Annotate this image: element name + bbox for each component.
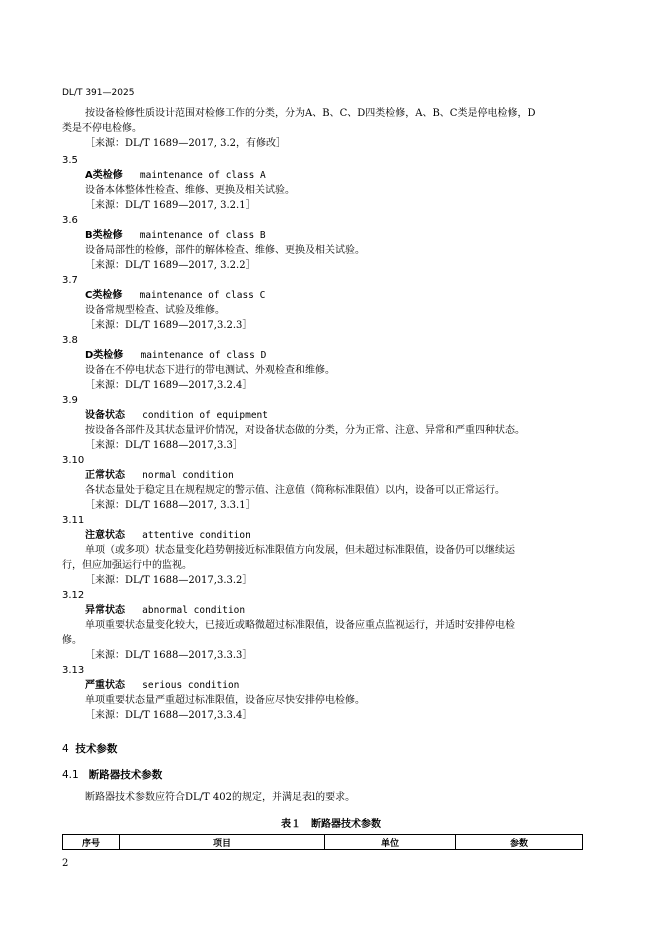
entry-number: 3.10 <box>62 455 85 466</box>
entry-term-zh: D类检修 <box>85 350 124 361</box>
entry-definition-line: 单项重要状态量变化较大，已接近或略微超过标准限值，设备应重点监视运行，并适时安排停电检 <box>85 620 515 631</box>
entry-term-en: maintenance of class D <box>140 350 267 361</box>
entry-term-zh: 正常状态 <box>85 470 125 481</box>
entry-term <box>85 678 239 693</box>
entry-term-zh: 异常状态 <box>85 605 125 616</box>
entry-term-en: maintenance of class B <box>139 230 266 241</box>
entry-term-zh: 注意状态 <box>85 530 125 541</box>
entry-term-en: condition of equipment <box>142 410 269 421</box>
breaker-parameters-table <box>62 834 583 850</box>
entry-number: 3.6 <box>62 215 78 226</box>
entry-source: ［来源：DL/T 1689—2017, 3.2.1］ <box>85 200 256 211</box>
entry-definition-line: 单项（或多项）状态量变化趋势朝接近标准限值方向发展，但未超过标准限值，设备仍可以继续运 <box>85 545 515 556</box>
entry-term <box>85 408 268 423</box>
entry-number: 3.8 <box>62 335 78 346</box>
entry-definition-line: 各状态量处于稳定且在规程规定的警示值、注意值（简称标准限值）以内，设备可以正常运行。 <box>85 485 505 496</box>
section-title: 技术参数 <box>75 743 118 755</box>
entry-source: ［来源：DL/T 1689—2017,3.2.3］ <box>85 320 253 331</box>
entry-term-en: attentive condition <box>142 530 251 541</box>
entry-source: ［来源：DL/T 1689—2017,3.2.4］ <box>85 380 253 391</box>
section-number: 4.1 <box>62 769 79 781</box>
entry-definition-line: 按设备各部件及其状态量评价情况，对设备状态做的分类，分为正常、注意、异常和严重四种状态。 <box>85 425 525 436</box>
entry-term-zh: B类检修 <box>85 230 123 241</box>
entry-definition-line: 单项重要状态量严重超过标准限值，设备应尽快安排停电检修。 <box>85 695 365 706</box>
entry-term-en: abnormal condition <box>142 605 246 616</box>
entry-source: ［来源：DL/T 1688—2017, 3.3.1］ <box>85 500 256 511</box>
entry-term-zh: 严重状态 <box>85 680 125 691</box>
entry-definition-line: 设备常规型检查、试验及维修。 <box>85 305 225 316</box>
table-caption: 表１ 断路器技术参数 <box>281 819 381 830</box>
intro-text-line-1: 按设备检修性质设计范围对检修工作的分类，分为A、B、C、D四类检修，A、B、C类是停电检修，D <box>85 108 536 119</box>
table-header-cell: 项目 <box>120 835 325 850</box>
section-4-1-heading <box>62 768 162 783</box>
table-header-cell: 参数 <box>456 835 583 850</box>
entry-number: 3.7 <box>62 275 78 286</box>
entry-term <box>85 288 265 303</box>
entry-number: 3.9 <box>62 395 78 406</box>
entry-term-en: maintenance of class A <box>139 170 266 181</box>
entry-source: ［来源：DL/T 1688—2017,3.3］ <box>85 440 243 451</box>
entry-definition-line: 行，但应加强运行中的监视。 <box>62 560 192 571</box>
entry-definition-line: 设备在不停电状态下进行的带电测试、外观检查和维修。 <box>85 365 335 376</box>
entry-source: ［来源：DL/T 1688—2017,3.3.2］ <box>85 575 253 586</box>
entry-term-zh: C类检修 <box>85 290 123 301</box>
table-header-cell: 单位 <box>325 835 456 850</box>
entry-term-en: normal condition <box>142 470 234 481</box>
entry-term <box>85 468 234 483</box>
entry-term-zh: A类检修 <box>85 170 123 181</box>
entry-term-en: serious condition <box>142 680 240 691</box>
section-title: 断路器技术参数 <box>88 769 163 781</box>
page-number: 2 <box>62 858 69 869</box>
entry-definition-line: 设备局部性的检修，部件的解体检查、维修、更换及相关试验。 <box>85 245 365 256</box>
entry-number: 3.12 <box>62 590 85 601</box>
entry-definition-line: 修。 <box>62 635 82 646</box>
document-id-header: DL/T 391—2025 <box>62 88 135 98</box>
entry-term-en: maintenance of class C <box>139 290 266 301</box>
entry-source: ［来源：DL/T 1689—2017, 3.2.2］ <box>85 260 256 271</box>
entry-source: ［来源：DL/T 1688—2017,3.3.3］ <box>85 650 253 661</box>
intro-source: ［来源：DL/T 1689—2017, 3.2，有修改］ <box>85 138 287 149</box>
entry-term-zh: 设备状态 <box>85 410 125 421</box>
section-number: 4 <box>62 743 69 755</box>
entry-number: 3.5 <box>62 155 78 166</box>
entry-term <box>85 168 266 183</box>
entry-term <box>85 528 251 543</box>
table-header-cell: 序号 <box>63 835 120 850</box>
entry-term <box>85 348 266 363</box>
table-header-row <box>63 835 583 850</box>
section-4-1-body: 断路器技术参数应符合DL/T 402的规定，并满足表l的要求。 <box>85 792 356 803</box>
entry-term <box>85 228 266 243</box>
entry-term <box>85 603 245 618</box>
entry-number: 3.11 <box>62 515 85 526</box>
section-4-heading <box>62 742 117 757</box>
intro-text-line-2: 类是不停电检修。 <box>62 123 142 134</box>
entry-source: ［来源：DL/T 1688—2017,3.3.4］ <box>85 710 253 721</box>
entry-definition-line: 设备本体整体性检查、维修、更换及相关试验。 <box>85 185 295 196</box>
entry-number: 3.13 <box>62 665 85 676</box>
